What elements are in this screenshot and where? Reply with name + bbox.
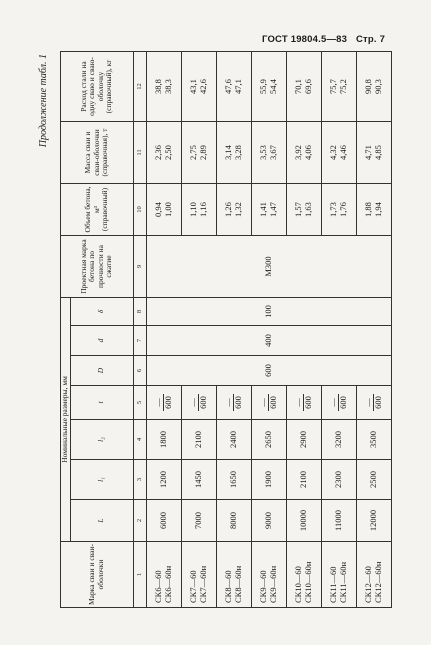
cell-l1: 1650 [216, 460, 251, 500]
cell-l2: 2100 [181, 420, 216, 460]
cell-d: 400 [146, 326, 391, 356]
cell-steel: 90,8 90,3 [356, 52, 391, 122]
cell-mass: 3,92 4,06 [286, 122, 321, 184]
cell-l2: 2900 [286, 420, 321, 460]
col-number: 10 [133, 184, 146, 236]
cell-volume: 1,88 1,94 [356, 184, 391, 236]
cell-l1: 2100 [286, 460, 321, 500]
col-number: 5 [133, 386, 146, 420]
rotated-table-area [40, 52, 405, 608]
header-mark: Марка сваи и сваи-оболочки [61, 542, 134, 608]
cell-mark: СК7—60 СК7—60н [181, 542, 216, 608]
cell-L: 7000 [181, 500, 216, 542]
cell-steel: 70,1 69,6 [286, 52, 321, 122]
cell-volume: 1,41 1,47 [251, 184, 286, 236]
cell-l1: 2300 [321, 460, 356, 500]
cell-t: — 600 [216, 386, 251, 420]
col-number: 8 [133, 298, 146, 326]
cell-l2: 2650 [251, 420, 286, 460]
col-number: 9 [133, 236, 146, 298]
table-body [146, 52, 391, 608]
cell-l2: 2400 [216, 420, 251, 460]
cell-steel: 75,7 75,2 [321, 52, 356, 122]
cell-mass: 4,32 4,46 [321, 122, 356, 184]
cell-L: 10000 [286, 500, 321, 542]
cell-mark: СК12—60 СК12—60н [356, 542, 391, 608]
cell-volume: 1,10 1,16 [181, 184, 216, 236]
cell-l2: 3500 [356, 420, 391, 460]
col-number: 4 [133, 420, 146, 460]
cell-volume: 1,73 1,76 [321, 184, 356, 236]
page-number: Стр. 7 [355, 34, 386, 45]
header-t: t [70, 386, 133, 420]
cell-mass: 3,53 3,67 [251, 122, 286, 184]
header-mass: Масса сваи и сваи-оболочки (справочная), т [61, 122, 134, 184]
pile-specification-table [60, 51, 392, 608]
cell-mass: 2,75 2,89 [181, 122, 216, 184]
header-delta: δ [70, 298, 133, 326]
header-l2: l₂ [70, 420, 133, 460]
header-concrete-volume: Объем бетона, м³ (справочный) [61, 184, 134, 236]
cell-t: — 600 [181, 386, 216, 420]
cell-steel: 47,6 47,1 [216, 52, 251, 122]
cell-mass: 3,14 3,28 [216, 122, 251, 184]
cell-t: — 600 [251, 386, 286, 420]
col-number: 11 [133, 122, 146, 184]
cell-L: 6000 [146, 500, 181, 542]
cell-l1: 1200 [146, 460, 181, 500]
cell-steel: 43,1 42,6 [181, 52, 216, 122]
col-number: 12 [133, 52, 146, 122]
standard-number: ГОСТ 19804.5—83 [262, 34, 348, 45]
cell-t: — 600 [146, 386, 181, 420]
header-d: d [70, 326, 133, 356]
cell-volume: 0,94 1,00 [146, 184, 181, 236]
cell-l1: 1450 [181, 460, 216, 500]
cell-D: 600 [146, 356, 391, 386]
header-steel-consumption: Расход стали на одну сваю и сваю-оболочку (справочный), кг [61, 52, 134, 122]
table-continuation-label: Продолжение табл. 1 [38, 54, 49, 148]
header-nominal-dimensions: Номинальные размеры, мм [61, 298, 71, 542]
cell-mark: СК8—60 СК8—60н [216, 542, 251, 608]
header-D: D [70, 356, 133, 386]
header-l1: l₁ [70, 460, 133, 500]
cell-delta: 100 [146, 298, 391, 326]
page-header [262, 34, 391, 45]
cell-volume: 1,57 1,63 [286, 184, 321, 236]
cell-mark: СК10—60 СК10—60н [286, 542, 321, 608]
cell-t: — 600 [286, 386, 321, 420]
header-L: L [70, 500, 133, 542]
cell-l2: 3200 [321, 420, 356, 460]
cell-steel: 55,9 54,4 [251, 52, 286, 122]
cell-l1: 1900 [251, 460, 286, 500]
cell-volume: 1,26 1,32 [216, 184, 251, 236]
cell-l1: 2500 [356, 460, 391, 500]
col-number: 1 [133, 542, 146, 608]
cell-mark: СК9—60 СК9—60н [251, 542, 286, 608]
cell-mark: СК6—60 СК6—60н [146, 542, 181, 608]
cell-concrete-grade: М300 [146, 236, 391, 298]
cell-t: — 600 [321, 386, 356, 420]
cell-steel: 38,8 38,3 [146, 52, 181, 122]
col-number: 2 [133, 500, 146, 542]
table-row [146, 52, 181, 608]
cell-L: 12000 [356, 500, 391, 542]
cell-mark: СК11—60 СК11—60н [321, 542, 356, 608]
cell-L: 11000 [321, 500, 356, 542]
cell-l2: 1800 [146, 420, 181, 460]
header-concrete-grade: Проектная марка бетона по прочности на сжатие [61, 236, 134, 298]
col-number: 6 [133, 356, 146, 386]
cell-L: 8000 [216, 500, 251, 542]
cell-mass: 2,36 2,50 [146, 122, 181, 184]
cell-mass: 4,71 4,85 [356, 122, 391, 184]
cell-t: — 600 [356, 386, 391, 420]
cell-L: 9000 [251, 500, 286, 542]
col-number: 3 [133, 460, 146, 500]
col-number: 7 [133, 326, 146, 356]
